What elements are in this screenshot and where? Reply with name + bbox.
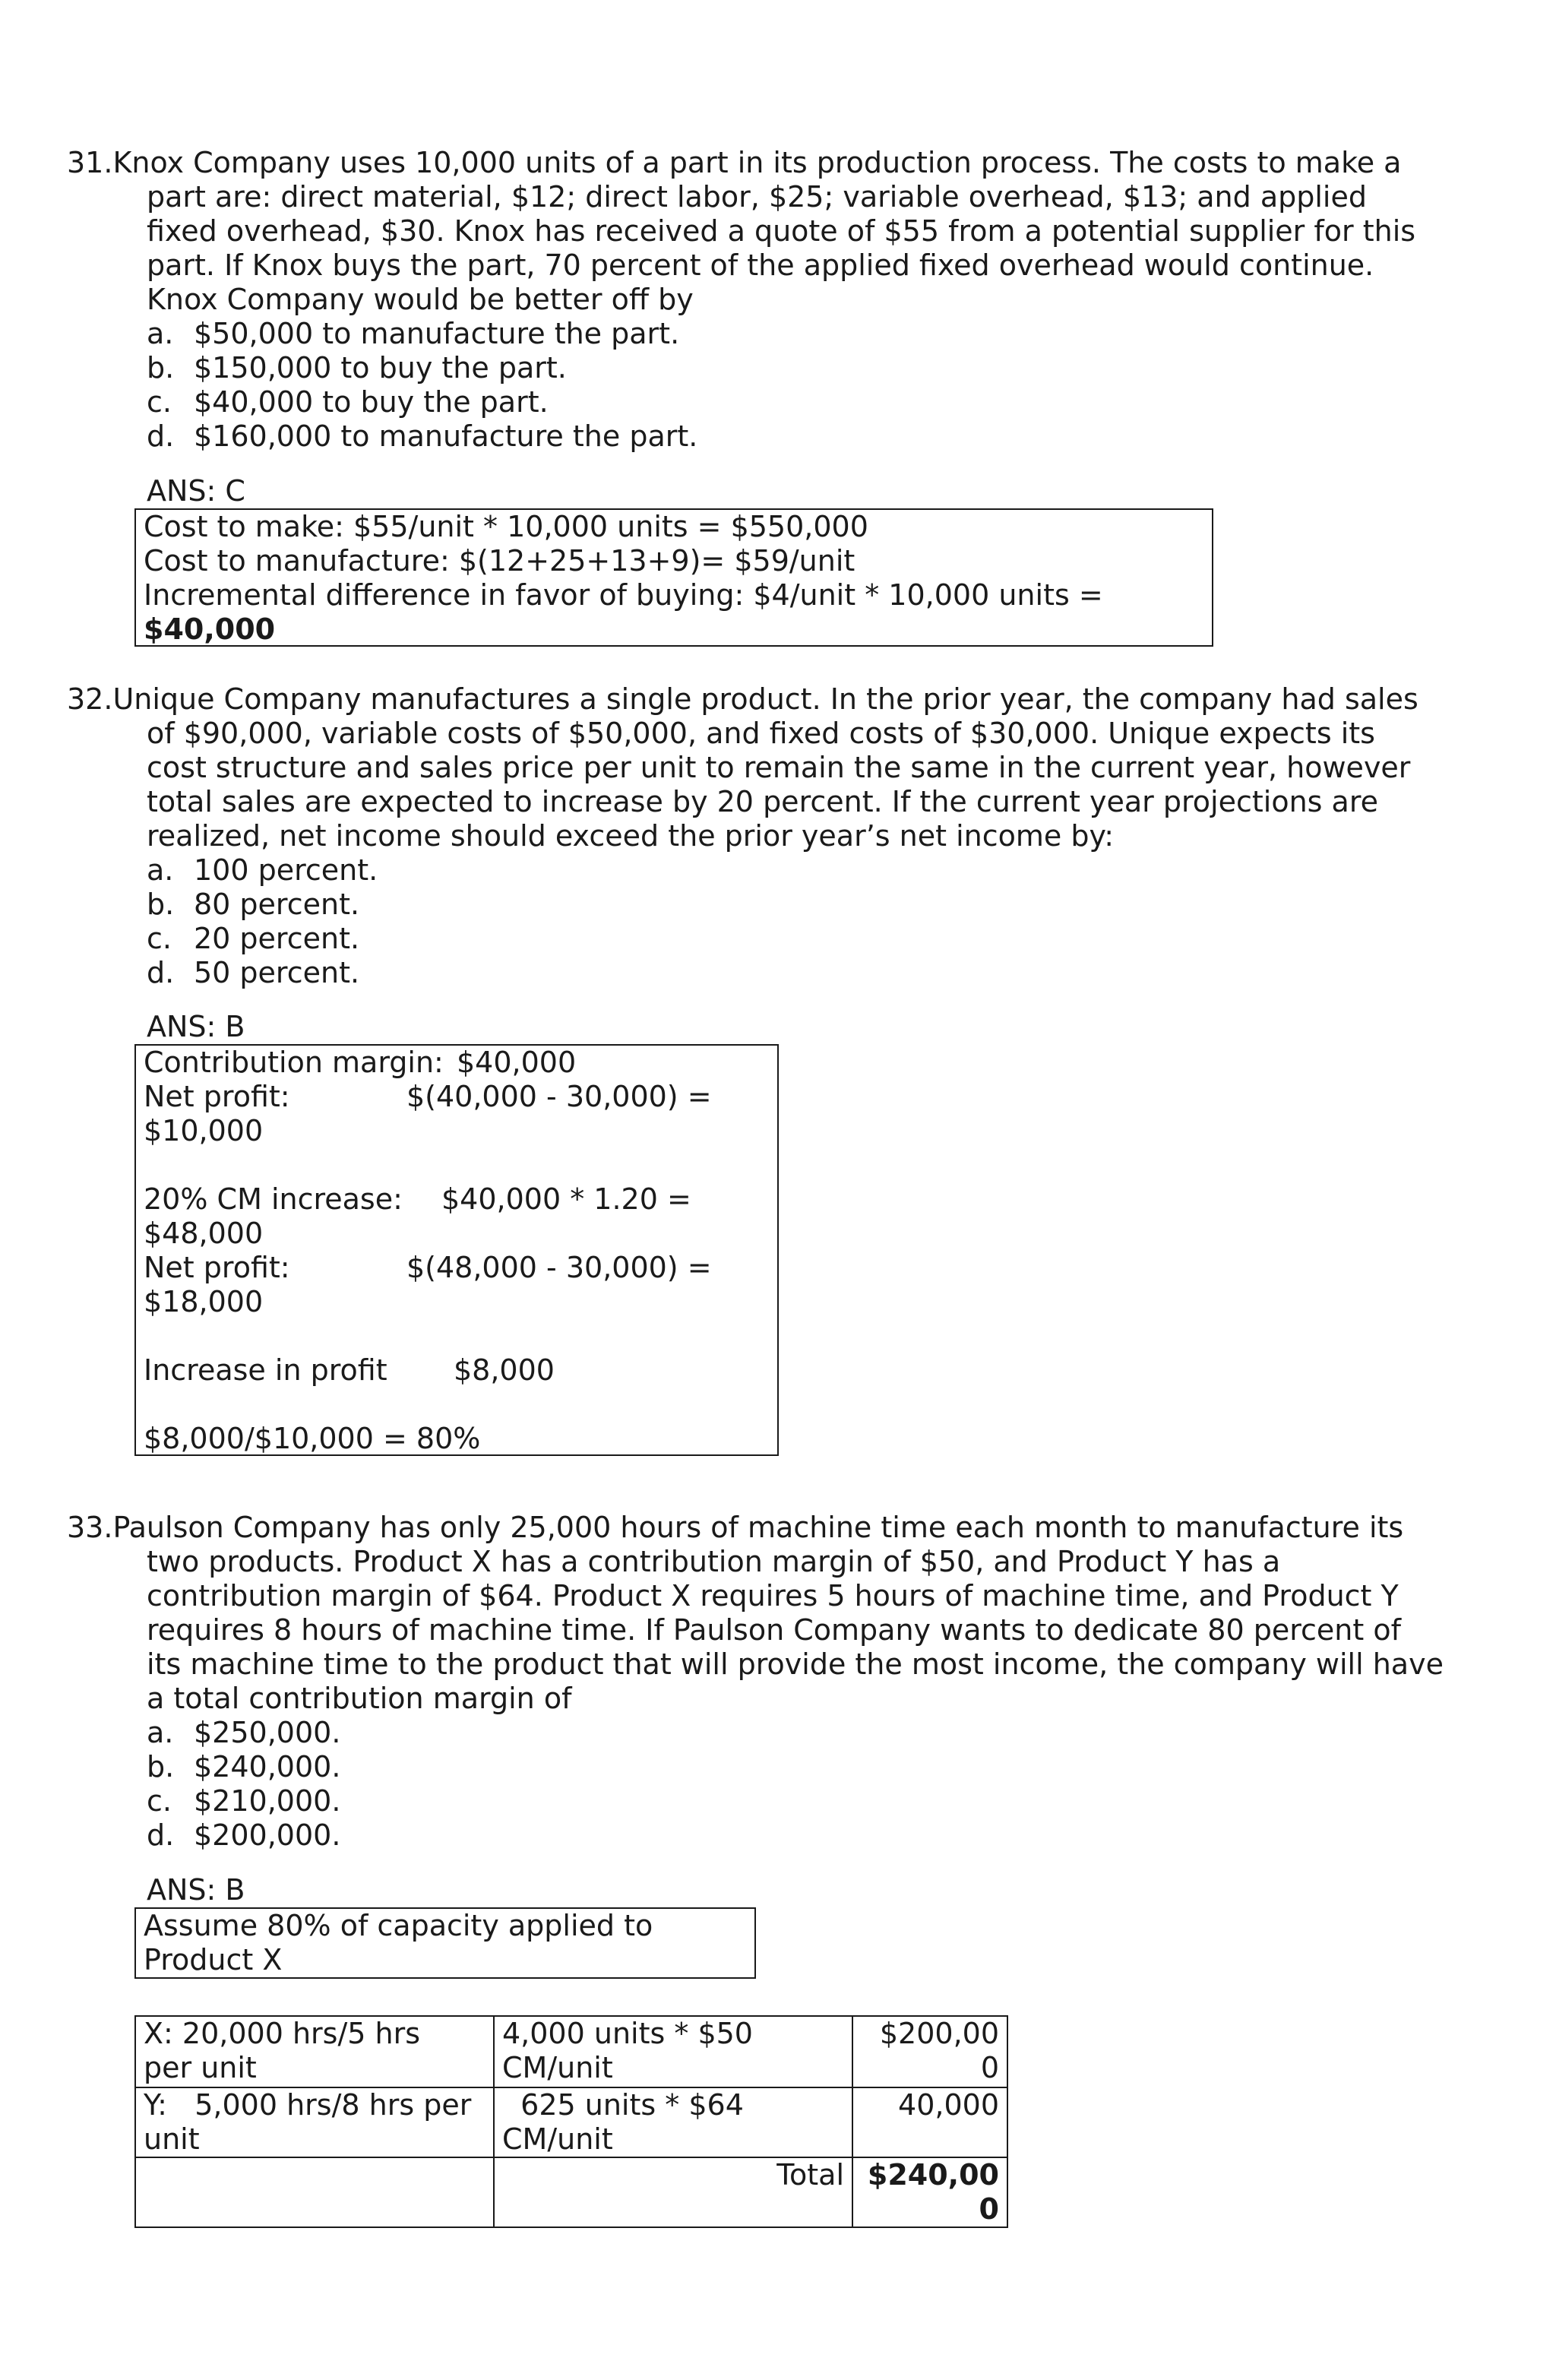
table-row bbox=[135, 2087, 1007, 2157]
solution-line: Incremental difference in favor of buying: $4/unit * 10,000 units = bbox=[144, 578, 1103, 612]
table-cell bbox=[135, 2157, 494, 2227]
question-31 bbox=[67, 146, 1434, 454]
option-b: b. 80 percent. bbox=[147, 888, 360, 921]
option-d: d. $160,000 to manufacture the part. bbox=[147, 419, 698, 453]
question-33 bbox=[67, 1511, 1444, 1853]
option-c: c. $210,000. bbox=[147, 1784, 341, 1818]
table-cell: 40,000 bbox=[852, 2087, 1007, 2157]
table-cell: Y: 5,000 hrs/8 hrs per unit bbox=[135, 2087, 494, 2157]
total-value: $240,00 bbox=[867, 2158, 999, 2192]
option-a: a. $50,000 to manufacture the part. bbox=[147, 317, 680, 350]
option-a: a. 100 percent. bbox=[147, 853, 378, 887]
table-cell: $240,00 0 bbox=[852, 2157, 1007, 2227]
answer-options bbox=[67, 1716, 1434, 1853]
solution-total: $40,000 bbox=[144, 612, 276, 646]
table-cell: X: 20,000 hrs/5 hrs per unit bbox=[135, 2016, 494, 2087]
question-31-text: 31.Knox Company uses 10,000 units of a part in its production process. The costs to make a part are: direct material, $12; direct labor, $25; variable overhead, $13; and applied fixed overhead, $30. Knox has received a quote of $55 from a potential supplier for this part. If Knox buys the part, 70 percent of the applied fixed overhead would continue. Knox Company would be better off by bbox=[67, 146, 1416, 316]
question-32 bbox=[67, 682, 1434, 990]
option-a: a. $250,000. bbox=[147, 1716, 341, 1749]
calculation-table bbox=[134, 2015, 1008, 2228]
answer-label: ANS: B bbox=[147, 1873, 245, 1907]
option-b: b. $150,000 to buy the part. bbox=[147, 351, 567, 385]
table-cell: $200,00 0 bbox=[852, 2016, 1007, 2087]
answer-label: ANS: C bbox=[147, 474, 245, 508]
answer-label: ANS: B bbox=[147, 1010, 245, 1043]
solution-box bbox=[134, 508, 1213, 647]
total-label: Total bbox=[776, 2158, 844, 2192]
table-cell: 625 units * $64 CM/unit bbox=[494, 2087, 852, 2157]
question-number: 31. bbox=[67, 146, 113, 179]
question-number: 32. bbox=[67, 682, 113, 716]
table-cell bbox=[494, 2157, 852, 2227]
option-c: c. 20 percent. bbox=[147, 922, 360, 955]
option-d: d. 50 percent. bbox=[147, 956, 360, 989]
answer-options bbox=[67, 317, 1434, 454]
answer-options bbox=[67, 853, 1434, 990]
option-c: c. $40,000 to buy the part. bbox=[147, 385, 549, 419]
table-row bbox=[135, 2016, 1007, 2087]
assumption-box: Assume 80% of capacity applied to Product X bbox=[134, 1907, 756, 1979]
table-cell: 4,000 units * $50 CM/unit bbox=[494, 2016, 852, 2087]
question-number: 33. bbox=[67, 1511, 113, 1544]
option-b: b. $240,000. bbox=[147, 1750, 341, 1783]
table-row bbox=[135, 2157, 1007, 2227]
question-32-text: 32.Unique Company manufactures a single product. In the prior year, the company had sales of $90,000, variable costs of $50,000, and fixed costs of $30,000. Unique expects its cost structure and sales price per unit to remain the same in the current year, however total sales are expected to increase by 20 percent. If the current year projections are realized, net income should exceed the prior year’s net income by: bbox=[67, 682, 1418, 853]
solution-line: Cost to manufacture: $(12+25+13+9)= $59/unit bbox=[144, 544, 855, 578]
solution-box: Contribution margin: $40,000 Net profit: $(40,000 - 30,000) = $10,000 20% CM increase: $40,000 * 1.20 = $48,000 Net profit: $(48,000 - 30,000) = $18,000 Increase in profit $8,000 $8,000/$10,000 = 80% bbox=[134, 1044, 779, 1456]
question-33-text: 33.Paulson Company has only 25,000 hours of machine time each month to manufacture its two products. Product X has a contribution margin of $50, and Product Y has a contribution margin of $64. Product X requires 5 hours of machine time, and Product Y requires 8 hours of machine time. If Paulson Company wants to dedicate 80 percent of its machine time to the product that will provide the most income, the company will have a total contribution margin of bbox=[67, 1511, 1444, 1715]
option-d: d. $200,000. bbox=[147, 1818, 341, 1852]
solution-line: Cost to make: $55/unit * 10,000 units = $550,000 bbox=[144, 510, 868, 543]
